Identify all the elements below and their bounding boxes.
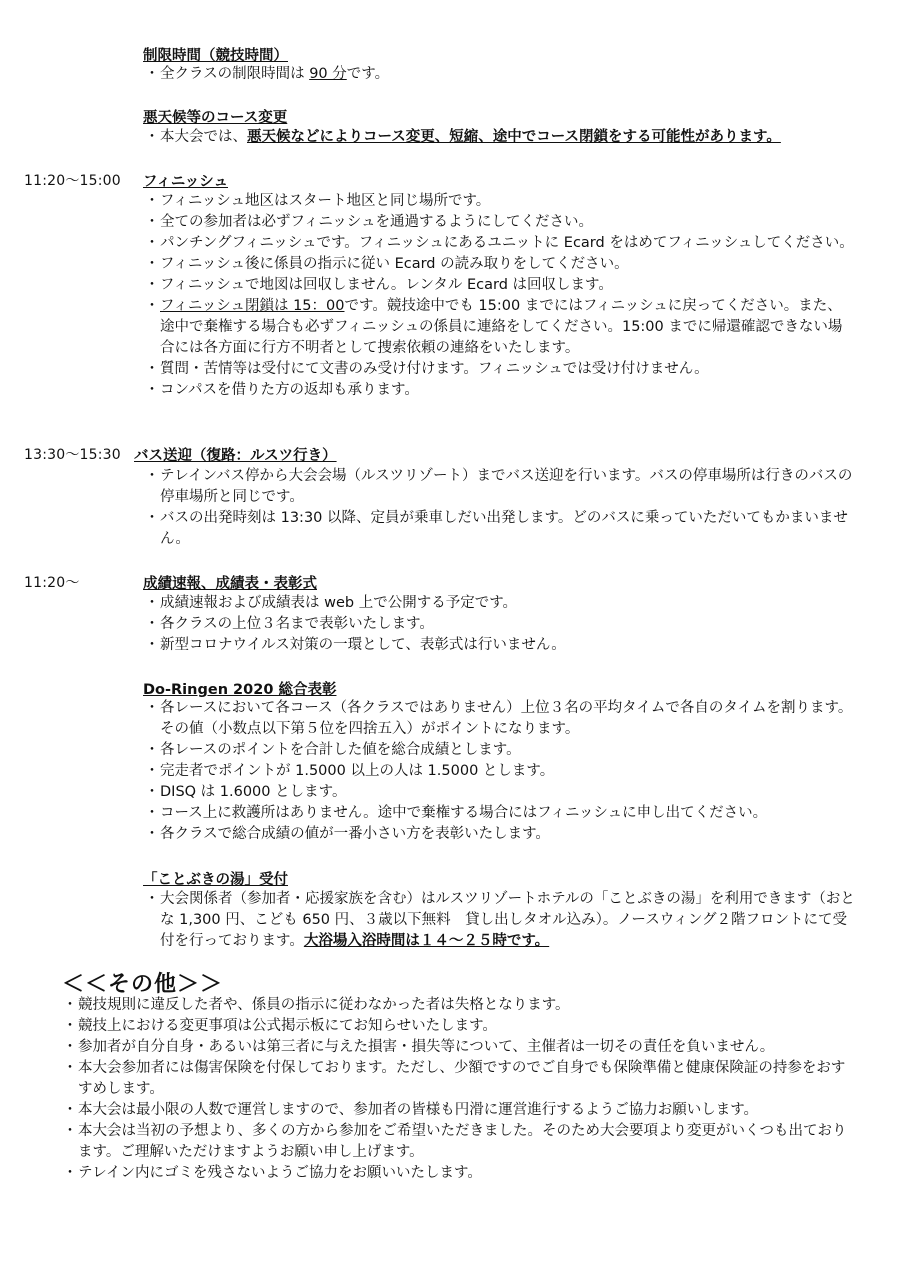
section-items	[144, 191, 856, 401]
bullet-icon: ・	[144, 256, 160, 272]
item-text: 各レースにおいて各コース（各クラスではありません）上位３名の平均タイムで各自のタイムを割ります。その値（小数点以下第５位を四捨五入）がポイントになります。	[160, 700, 853, 737]
list-item	[144, 359, 856, 380]
list-item	[144, 191, 856, 212]
bullet-icon: ・	[144, 361, 160, 377]
list-item	[62, 1163, 858, 1184]
bullet-icon: ・	[62, 1039, 78, 1055]
list-item	[144, 64, 856, 85]
bullet-icon: ・	[144, 382, 160, 398]
other-title: ＜＜その他＞＞	[62, 972, 224, 997]
bullet-icon: ・	[144, 510, 160, 526]
section-items	[144, 466, 856, 550]
bullet-icon: ・	[62, 1018, 78, 1034]
list-item	[144, 698, 856, 740]
item-text: です。	[346, 66, 390, 82]
section-heading: バス送迎（復路：ルスツ行き）	[134, 448, 337, 464]
list-item	[62, 1100, 858, 1121]
section-heading: フィニッシュ	[143, 174, 228, 190]
section-items	[144, 64, 856, 85]
section-heading: 成績速報、成績表・表彰式	[143, 576, 317, 592]
item-text: 質問・苦情等は受付にて文書のみ受け付けます。フィニッシュでは受け付けません。	[160, 361, 709, 377]
item-text: DISQ は 1.6000 とします。	[160, 784, 347, 800]
section-items	[144, 593, 856, 656]
list-item	[144, 824, 856, 845]
item-text: です。競技途中でも 15:00 までにはフィニッシュに戻ってください。また、途中で棄権する場合も必ずフィニッシュの係員に連絡をしてください。15:00 までに帰還確認できない場合には各方面に行方不明者として捜索依頼の連絡をいたします。	[160, 298, 843, 356]
bullet-icon: ・	[144, 784, 160, 800]
item-text: 新型コロナウイルス対策の一環として、表彰式は行いません。	[160, 637, 566, 653]
item-text: 各クラスで総合成績の値が一番小さい方を表彰いたします。	[160, 826, 550, 842]
item-text: コンパスを借りた方の返却も承ります。	[160, 382, 419, 398]
bullet-icon: ・	[144, 763, 160, 779]
list-item	[144, 380, 856, 401]
section-heading: 制限時間（競技時間）	[143, 48, 288, 64]
item-text: 大浴場入浴時間は１４〜２５時です。	[303, 933, 550, 949]
item-text: 本大会では、	[160, 129, 247, 145]
list-item	[144, 635, 856, 656]
bullet-icon: ・	[62, 1102, 78, 1118]
list-item	[144, 212, 856, 233]
item-text: 悪天候などによりコース変更、短縮、途中でコース閉鎖をする可能性があります。	[247, 129, 781, 145]
bullet-icon: ・	[144, 277, 160, 293]
list-item	[144, 508, 856, 550]
bullet-icon: ・	[144, 637, 160, 653]
bullet-icon: ・	[144, 298, 160, 314]
item-text: フィニッシュで地図は回収しません。レンタル Ecard は回収します。	[160, 277, 613, 293]
item-text: パンチングフィニッシュです。フィニッシュにあるユニットに Ecard をはめてフィニッシュしてください。	[160, 235, 854, 251]
bullet-icon: ・	[144, 742, 160, 758]
bullet-icon: ・	[144, 891, 160, 907]
bullet-icon: ・	[144, 700, 160, 716]
list-item	[62, 1121, 858, 1163]
item-text: 全クラスの制限時間は	[160, 66, 310, 82]
bullet-icon: ・	[144, 235, 160, 251]
bullet-icon: ・	[144, 193, 160, 209]
list-item	[144, 803, 856, 824]
bullet-icon: ・	[62, 997, 78, 1013]
section-items	[144, 127, 856, 148]
item-text: 本大会は当初の予想より、多くの方から参加をご希望いただきました。そのため大会要項より変更がいくつも出ております。ご理解いただけますようお願い申し上げます。	[78, 1123, 847, 1160]
other-items	[62, 995, 858, 1184]
item-text: 競技上における変更事項は公式掲示板にてお知らせいたします。	[78, 1018, 497, 1034]
item-text: フィニッシュ閉鎖は 15：00	[160, 298, 345, 314]
list-item	[144, 782, 856, 803]
bullet-icon: ・	[144, 214, 160, 230]
item-text: フィニッシュ地区はスタート地区と同じ場所です。	[160, 193, 491, 209]
item-text: 参加者が自分自身・あるいは第三者に与えた損害・損失等について、主催者は一切その責任を負いません。	[78, 1039, 775, 1055]
section-heading: 悪天候等のコース変更	[143, 110, 288, 126]
list-item	[144, 740, 856, 761]
bullet-icon: ・	[144, 66, 160, 82]
bullet-icon: ・	[62, 1123, 78, 1139]
list-item	[144, 275, 856, 296]
item-text: 本大会は最小限の人数で運営しますので、参加者の皆様も円滑に運営進行するようご協力お願いします。	[78, 1102, 759, 1118]
section-items	[144, 889, 856, 952]
item-text: 各クラスの上位３名まで表彰いたします。	[160, 616, 434, 632]
section-time: 13:30〜15:30	[24, 447, 121, 463]
bullet-icon: ・	[62, 1060, 78, 1076]
section-items	[144, 698, 856, 845]
section-time: 11:20〜	[24, 575, 80, 591]
list-item	[144, 233, 856, 254]
item-text: テレイン内にゴミを残さないようご協力をお願いいたします。	[78, 1165, 482, 1181]
item-text: 本大会参加者には傷害保険を付保しております。ただし、少額ですのでご自身でも保険準備と健康保険証の持参をおすすめします。	[78, 1060, 846, 1097]
list-item	[144, 466, 856, 508]
item-text: コース上に救護所はありません。途中で棄権する場合にはフィニッシュに申し出てください。	[160, 805, 768, 821]
bullet-icon: ・	[144, 805, 160, 821]
list-item	[144, 593, 856, 614]
list-item	[144, 127, 856, 148]
section-heading: Do-Ringen 2020 総合表彰	[143, 682, 337, 698]
item-text: バスの出発時刻は 13:30 以降、定員が乗車しだい出発します。どのバスに乗っていただいてもかまいません。	[160, 510, 848, 547]
list-item	[62, 995, 858, 1016]
item-text: 完走者でポイントが 1.5000 以上の人は 1.5000 とします。	[160, 763, 555, 779]
list-item	[144, 254, 856, 275]
bullet-icon: ・	[144, 129, 160, 145]
bullet-icon: ・	[144, 826, 160, 842]
item-text: 成績速報および成績表は web 上で公開する予定です。	[160, 595, 518, 611]
list-item	[144, 889, 856, 952]
list-item	[144, 761, 856, 782]
list-item	[144, 296, 856, 359]
section-time: 11:20〜15:00	[24, 173, 121, 189]
bullet-icon: ・	[144, 468, 160, 484]
item-text: 90 分	[309, 66, 347, 82]
item-text: 全ての参加者は必ずフィニッシュを通過するようにしてください。	[160, 214, 593, 230]
item-text: 各レースのポイントを合計した値を総合成績とします。	[160, 742, 521, 758]
item-text: フィニッシュ後に係員の指示に従い Ecard の読み取りをしてください。	[160, 256, 629, 272]
item-text: 大会関係者（参加者・応援家族を含む）はルスツリゾートホテルの「ことぶきの湯」を利用できます（おとな 1,300 円、こども 650 円、３歳以下無料 貸し出しタオル込み）。ノースウィング２階フロントにて受付を行っております。	[160, 891, 855, 949]
list-item	[144, 614, 856, 635]
list-item	[62, 1058, 858, 1100]
list-item	[62, 1016, 858, 1037]
section-heading: 「ことぶきの湯」受付	[143, 872, 288, 888]
bullet-icon: ・	[144, 616, 160, 632]
bullet-icon: ・	[62, 1165, 78, 1181]
bullet-icon: ・	[144, 595, 160, 611]
list-item	[62, 1037, 858, 1058]
item-text: テレインバス停から大会会場（ルスツリゾート）までバス送迎を行います。バスの停車場所は行きのバスの停車場所と同じです。	[160, 468, 853, 505]
item-text: 競技規則に違反した者や、係員の指示に従わなかった者は失格となります。	[78, 997, 570, 1013]
